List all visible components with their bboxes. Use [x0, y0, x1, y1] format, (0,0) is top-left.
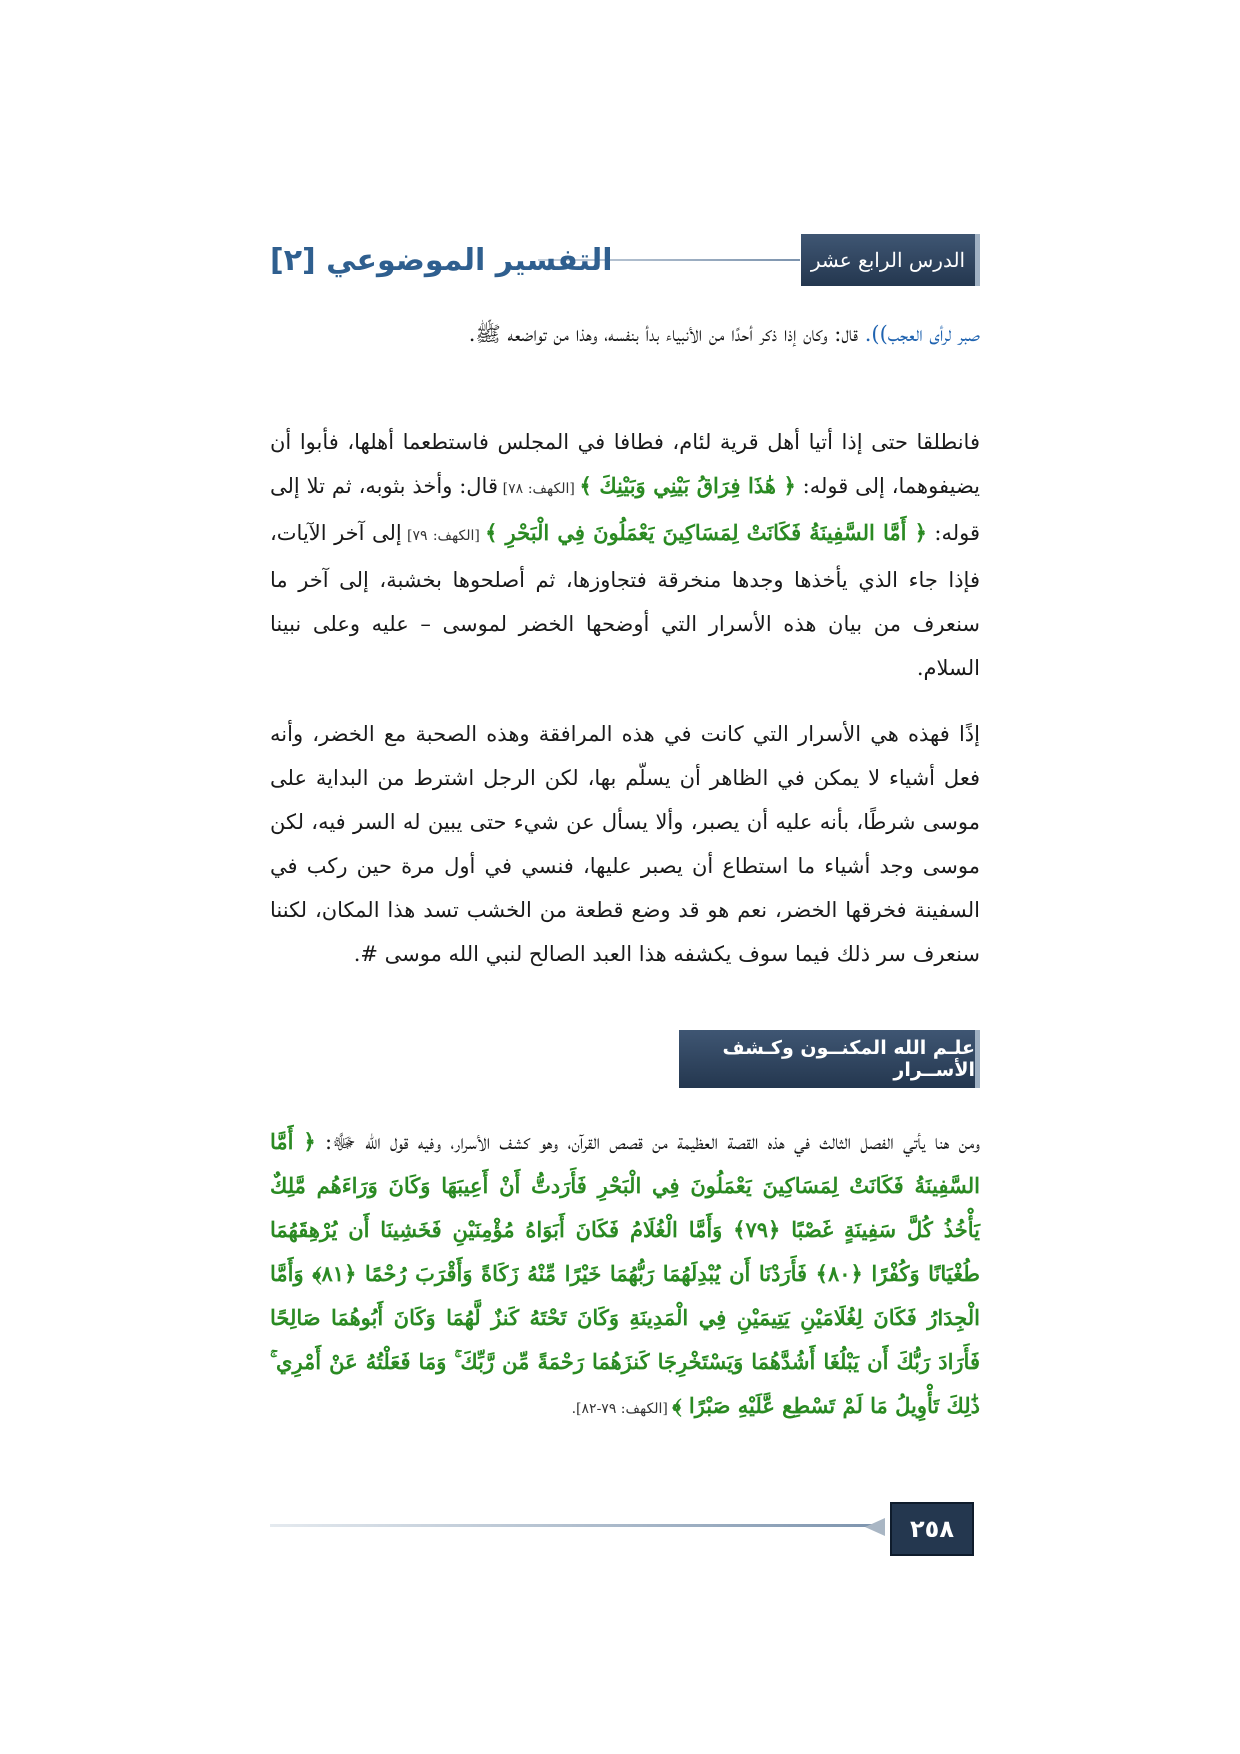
paragraph-text: إلى آخر الآيات، فإذا جاء الذي يأخذها وجدها منخرقة فتجاوزها، ثم أصلحوها بخشبة، إلى آخر ما سنعرف من بيان هذه الأسرار التي أوضحها الخضر لموسى – عليه وعلى نبينا السلام. — [270, 521, 980, 680]
quote-fragment: صبر لرأى العجب)). — [864, 322, 980, 346]
paragraph-text: فانطلقا حتى إذا أتيا أهل قرية لئام، فطافا في المجلس فاستطعما أهلها، فأبوا أن يضيفوهما، إلى قوله: — [270, 430, 980, 498]
paragraph-text: ومن هنا يأتي الفصل الثالث في هذه القصة العظيمة من قصص القرآن، وهو كشف الأسرار، وفيه قول الله ﷻ: — [315, 1130, 980, 1154]
quran-verse: ﴿ هَٰذَا فِرَاقُ بَيْنِي وَبَيْنِكَ ﴾ — [579, 473, 796, 498]
paragraph-text: إذًا فهذه هي الأسرار التي كانت في هذه المرافقة وهذه الصحبة مع الخضر، وأنه فعل أشياء لا يمكن في الظاهر أن يسلّم بها، لكن الرجل اشترط من البداية على موسى شرطًا، بأنه عليه أن يصبر، وألا يسأل عن شيء حتى يبين له السر فيه، لكن موسى وجد أشياء ما استطاع أن يصبر عليها، فنسي في أول مرة حين ركب في السفينة فخرقها الخضر، نعم هو قد وضع قطعة من الخشب تسد هذا المكان، لكننا سنعرف سر ذلك فيما سوف يكشفه هذا العبد الصالح لنبي الله موسى #. — [270, 722, 980, 966]
footer-rule — [270, 1524, 885, 1527]
page-header — [270, 234, 980, 286]
quran-verse: ﴿ أَمَّا السَّفِينَةُ فَكَانَتْ لِمَسَاكِينَ يَعْمَلُونَ فِي الْبَحْرِ فَأَرَدتُّ أَنْ أَعِيبَهَا وَكَانَ وَرَاءَهُم مَّلِكٌ يَأْخُذُ كُلَّ سَفِينَةٍ غَصْبًا ﴿٧٩﴾ وَأَمَّا الْغُلَامُ فَكَانَ أَبَوَاهُ مُؤْمِنَيْنِ فَخَشِينَا أَن يُرْهِقَهُمَا طُغْيَانًا وَكُفْرًا ﴿٨٠﴾ فَأَرَدْنَا أَن يُبْدِلَهُمَا رَبُّهُمَا خَيْرًا مِّنْهُ زَكَاةً وَأَقْرَبَ رُحْمًا ﴿٨١﴾ وَأَمَّا الْجِدَارُ فَكَانَ لِغُلَامَيْنِ يَتِيمَيْنِ فِي الْمَدِينَةِ وَكَانَ تَحْتَهُ كَنزٌ لَّهُمَا وَكَانَ أَبُوهُمَا صَالِحًا فَأَرَادَ رَبُّكَ أَن يَبْلُغَا أَشُدَّهُمَا وَيَسْتَخْرِجَا كَنزَهُمَا رَحْمَةً مِّن رَّبِّكَ ۚ وَمَا فَعَلْتُهُ عَنْ أَمْرِي ۚ ذَٰلِكَ تَأْوِيلُ مَا لَمْ تَسْطِع عَّلَيْهِ صَبْرًا ﴾ — [270, 1129, 980, 1418]
paragraph-4 — [270, 1120, 980, 1431]
quran-verse: ﴿ أَمَّا السَّفِينَةُ فَكَانَتْ لِمَسَاكِينَ يَعْمَلُونَ فِي الْبَحْرِ ﴾ — [485, 520, 927, 545]
page-footer — [270, 1502, 980, 1552]
paragraph-3 — [270, 712, 980, 976]
footer-arrow — [865, 1518, 885, 1536]
paragraph-text: قال: وكان إذا ذكر أحدًا من الأنبياء بدأ بنفسه، وهذا من تواضعه ﷺ. — [468, 322, 865, 346]
verse-reference: [الكهف: ٧٩-٨٢]. — [571, 1401, 673, 1417]
page-number: ٢٥٨ — [890, 1502, 974, 1556]
lesson-label: الدرس الرابع عشر — [801, 234, 980, 286]
verse-reference: [الكهف: ٧٩] — [401, 528, 486, 544]
paragraph-text: قال: وأخذ بثوبه، ثم تلا إلى قوله: — [270, 474, 981, 545]
book-title: التفسير الموضوعي [٢] — [270, 242, 613, 278]
paragraph-1 — [270, 312, 980, 356]
paragraph-2 — [270, 420, 980, 690]
verse-reference: [الكهف: ٧٨] — [498, 481, 580, 497]
section-title: علـم الله المكنــون وكـشف الأســرار — [679, 1030, 980, 1088]
